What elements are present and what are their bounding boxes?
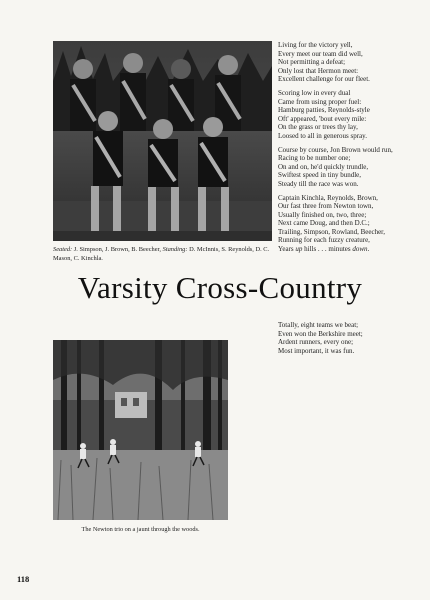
poem-line: Most important, it was fun. <box>278 346 355 355</box>
poem-line: Course by course, Jon Brown would run, <box>278 145 393 154</box>
poem-line: On the grass or trees thy lay, <box>278 123 358 131</box>
poem-line: Totally, eight teams we beat; <box>278 321 359 329</box>
woods-photo-image <box>53 340 228 520</box>
poem-line: Even won the Berkshire meet; <box>278 329 363 338</box>
poem-stanza-1 <box>278 41 418 84</box>
poem-line: Ardent runners, every one; <box>278 338 354 346</box>
poem-last-c: . <box>367 244 370 253</box>
poem-line: Not permitting a defeat; <box>278 58 346 66</box>
poem-line: Scoring low in every dual <box>278 89 351 97</box>
poem-line: Every meet our team did well, <box>278 49 363 58</box>
poem-line: Only lost that Hermon meet: <box>278 66 359 75</box>
woods-photo-caption: The Newton trio on a jaunt through the woods. <box>81 526 200 533</box>
team-photo <box>53 41 272 241</box>
team-photo-image <box>53 41 272 241</box>
poem-line: Living for the victory yell, <box>278 41 353 49</box>
poem-line-last <box>278 245 418 254</box>
poem-line: Hamburg patties, Reynolds-style <box>278 106 370 114</box>
poem-line: Oft' appeared, 'bout every mile: <box>278 114 367 123</box>
poem-line: Racing to be number one; <box>278 154 351 162</box>
poem-line: Steady till the race was won. <box>278 179 359 188</box>
poem-line: Trailing, Simpson, Rowland, Beecher, <box>278 227 385 236</box>
poem-last-b: hills . . . minutes <box>302 244 353 253</box>
poem-line: Next came Doug, and then D.C.; <box>278 219 370 227</box>
woods-photo <box>53 340 228 520</box>
poem-stanza-2 <box>278 89 418 140</box>
caption-standing-names: D. McInnis, S. Reynolds, D. C. Mason, C. Kinchla. <box>53 246 270 262</box>
poem-line: Our fast three from Newton town, <box>278 202 374 210</box>
page-title: Varsity Cross-Country <box>77 270 363 305</box>
page-number: 118 <box>17 574 30 584</box>
poem-line: Came from using proper fuel: <box>278 97 362 106</box>
poem-line: Captain Kinchla, Reynolds, Brown, <box>278 193 378 202</box>
poem-stanza-3 <box>278 146 418 189</box>
poem-line: Excellent challenge for our fleet. <box>278 75 370 83</box>
caption-standing-label: Standing: <box>162 246 188 253</box>
poem-line: Usually finished on, two, three; <box>278 210 367 219</box>
poem-line: Loosed to all in generous spray. <box>278 131 367 140</box>
poem-line: Running for each fuzzy creature, <box>278 236 370 244</box>
poem <box>278 41 418 259</box>
poem-last-a: Years <box>278 244 296 253</box>
poem-last-up: up <box>295 244 303 253</box>
poem-line: Swiftest speed in tiny bundle, <box>278 171 362 179</box>
poem-stanza-5 <box>278 321 418 355</box>
poem-last-down: down <box>352 244 368 253</box>
caption-seated-names: J. Simpson, J. Brown, B. Beecher, <box>72 246 163 253</box>
poem-line: On and on, he'd quickly trundle, <box>278 162 369 171</box>
caption-seated-label: Seated: <box>53 246 73 253</box>
poem-stanza-4 <box>278 194 418 254</box>
team-photo-caption <box>53 246 275 263</box>
